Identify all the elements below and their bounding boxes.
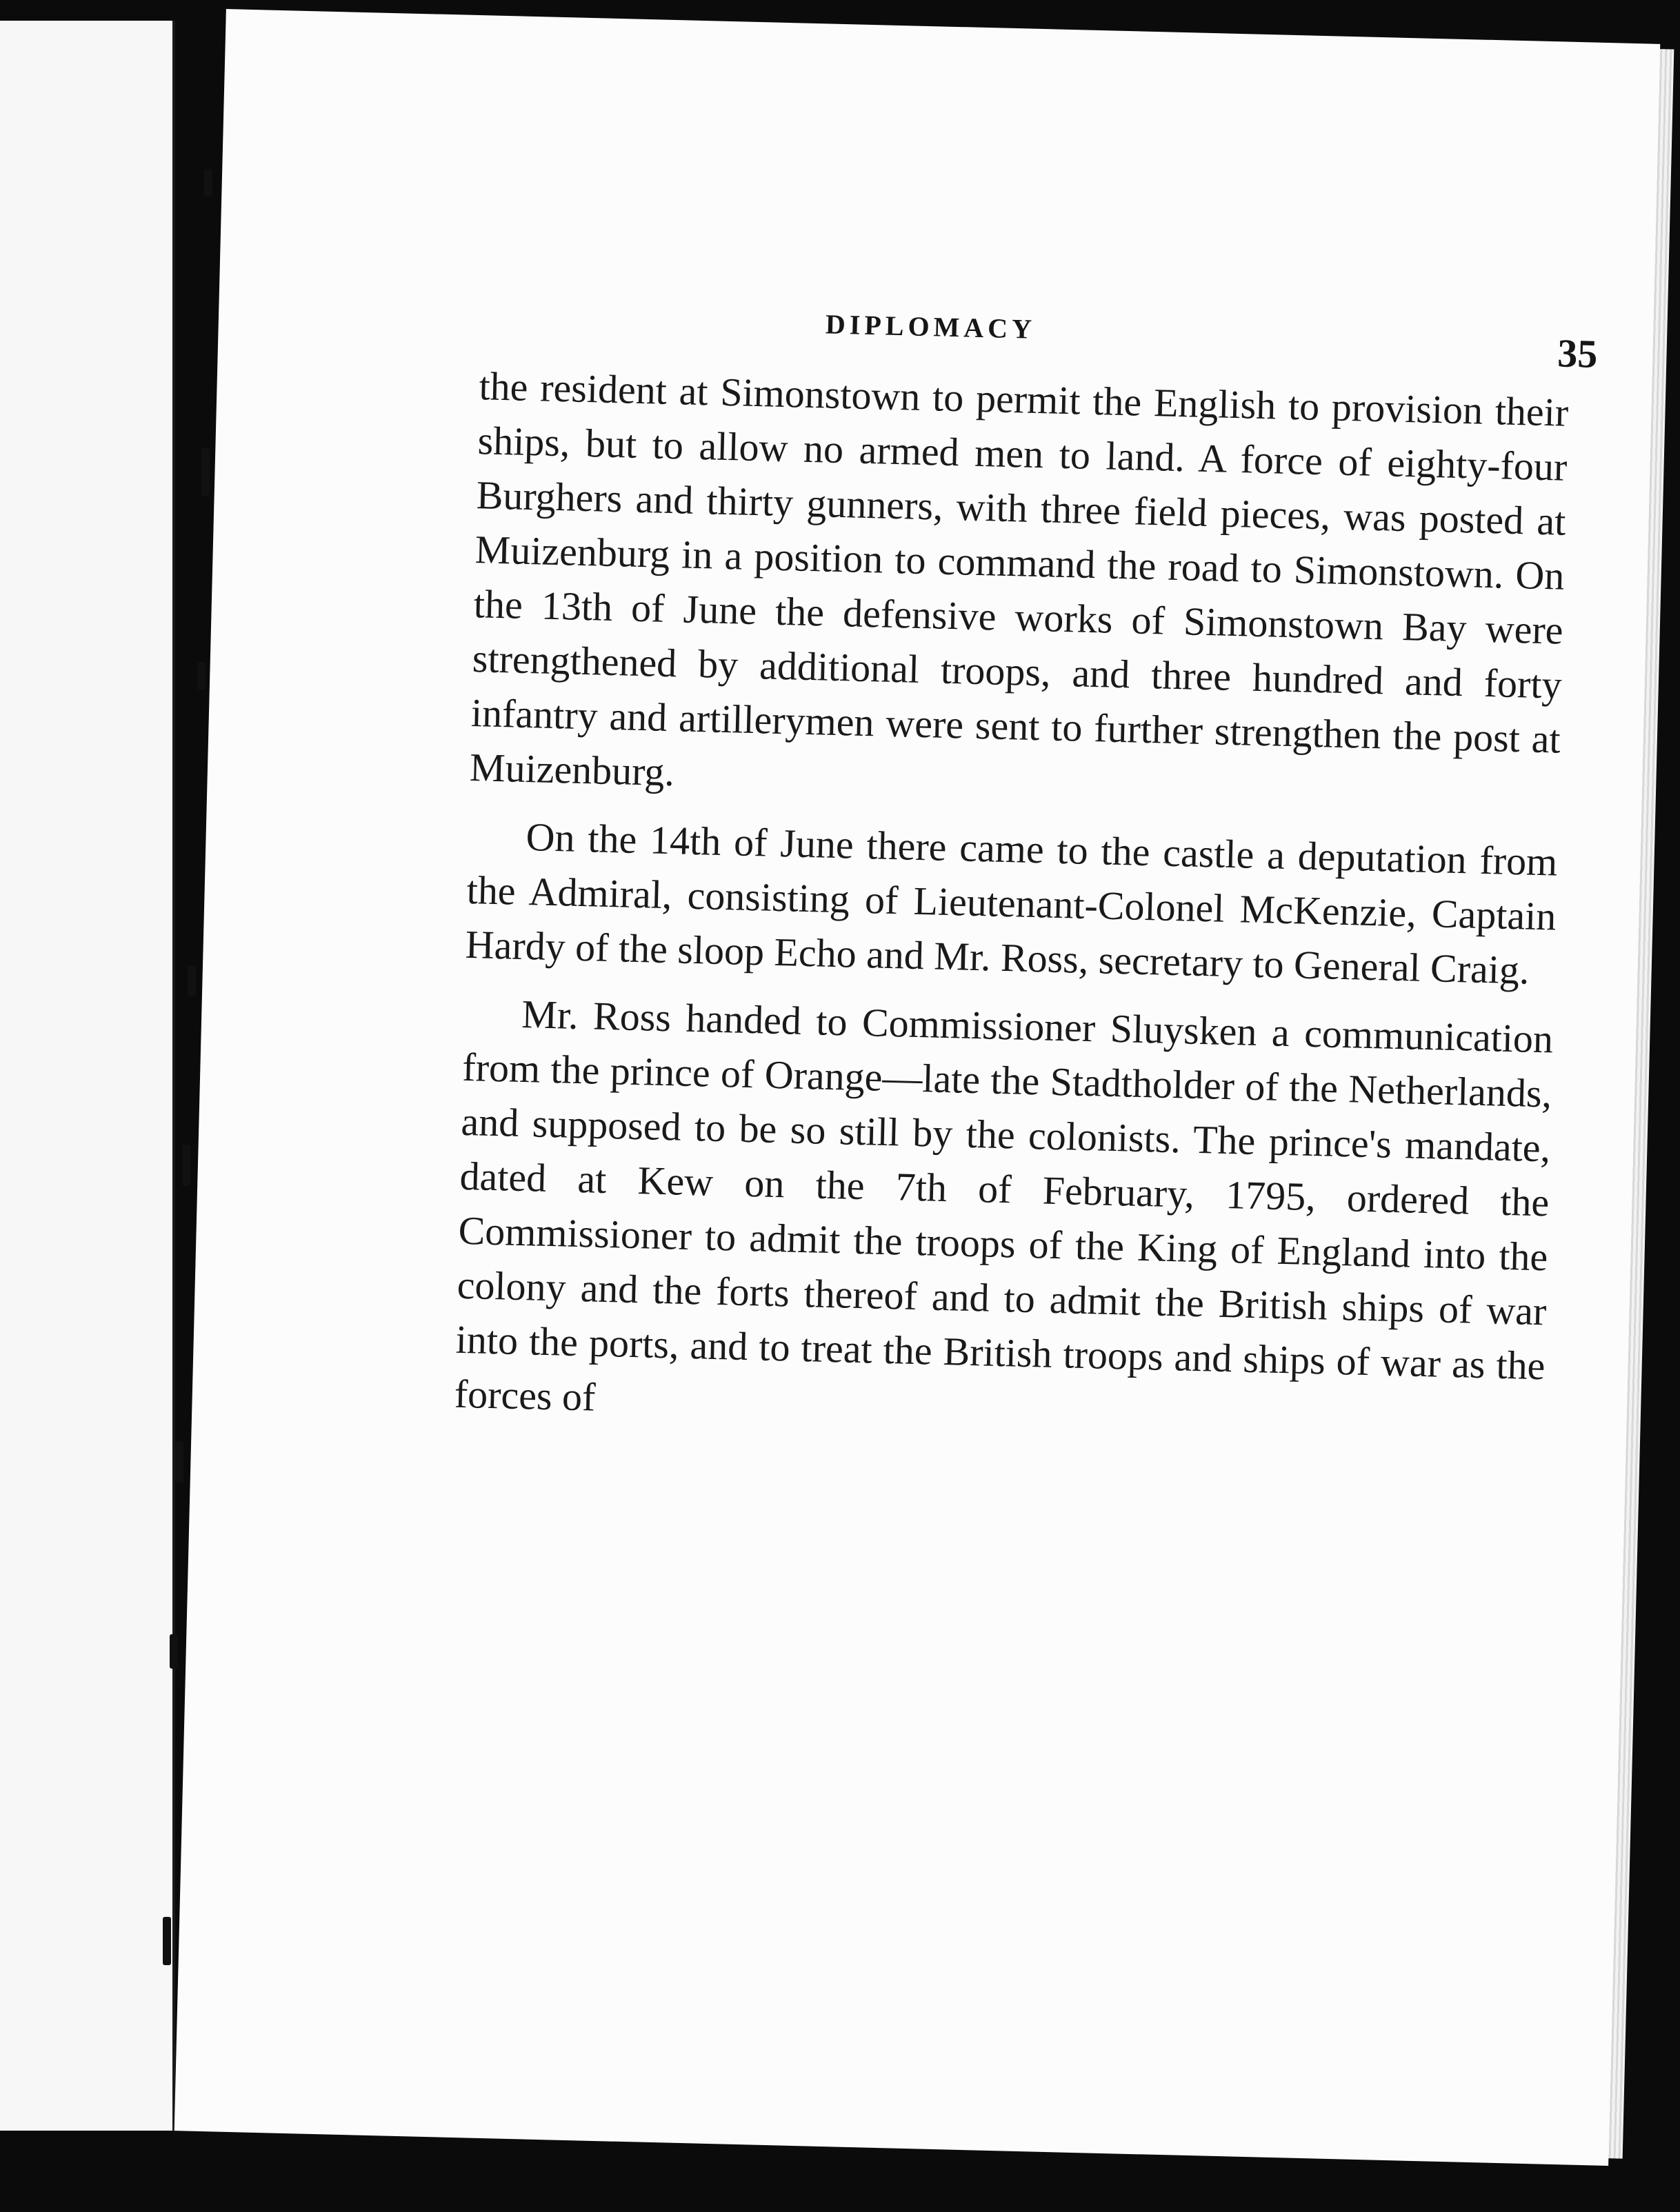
gutter-mark	[163, 1917, 171, 1965]
page-content	[453, 283, 1599, 1461]
section-title: DIPLOMACY	[825, 308, 1037, 345]
gutter-mark	[188, 965, 196, 996]
book-page	[174, 9, 1661, 2166]
gutter-mark	[197, 662, 206, 690]
page-number: 35	[1557, 330, 1599, 376]
gutter-mark	[175, 1441, 183, 1482]
gutter-mark	[204, 169, 212, 197]
paragraph: On the 14th of June there came to the castle a deputation from the Admiral, consisting of Lieutenant-Colonel McKenzie, Captain Hardy of the sloop Echo and Mr. Ross, secretary to General Craig.	[465, 814, 1559, 993]
gutter-mark	[201, 448, 210, 496]
facing-page	[0, 21, 175, 2131]
paragraph: the resident at Simonstown to permit the English to provision their ships, but to allow no armed men to land. A force of eighty-four Burghers and thirty gunners, with three field pieces, was posted at Muizenburg in a position to command the road to Simonstown. On the 13th of June the defensive works of Simonstown Bay were strengthened by additional troops, and three hundred and forty infantry and artillerymen were sent to further strengthen the post at Muizenburg.	[469, 363, 1569, 795]
paragraph: Mr. Ross handed to Commissioner Sluysken a communication from the prince of Orange—late the Stadtholder of the Netherlands, and supposed to be so still by the colonists. The prince's mandate, dated at Kew on the 7th of February, 1795, ordered the Commissioner to admit the troops of the King of England into the colony and the forts thereof and to admit the British ships of war into the ports, and to treat the British troops and ships of war as the forces of	[454, 991, 1554, 1420]
gutter-mark	[182, 1145, 190, 1186]
gutter-mark	[170, 1634, 178, 1669]
